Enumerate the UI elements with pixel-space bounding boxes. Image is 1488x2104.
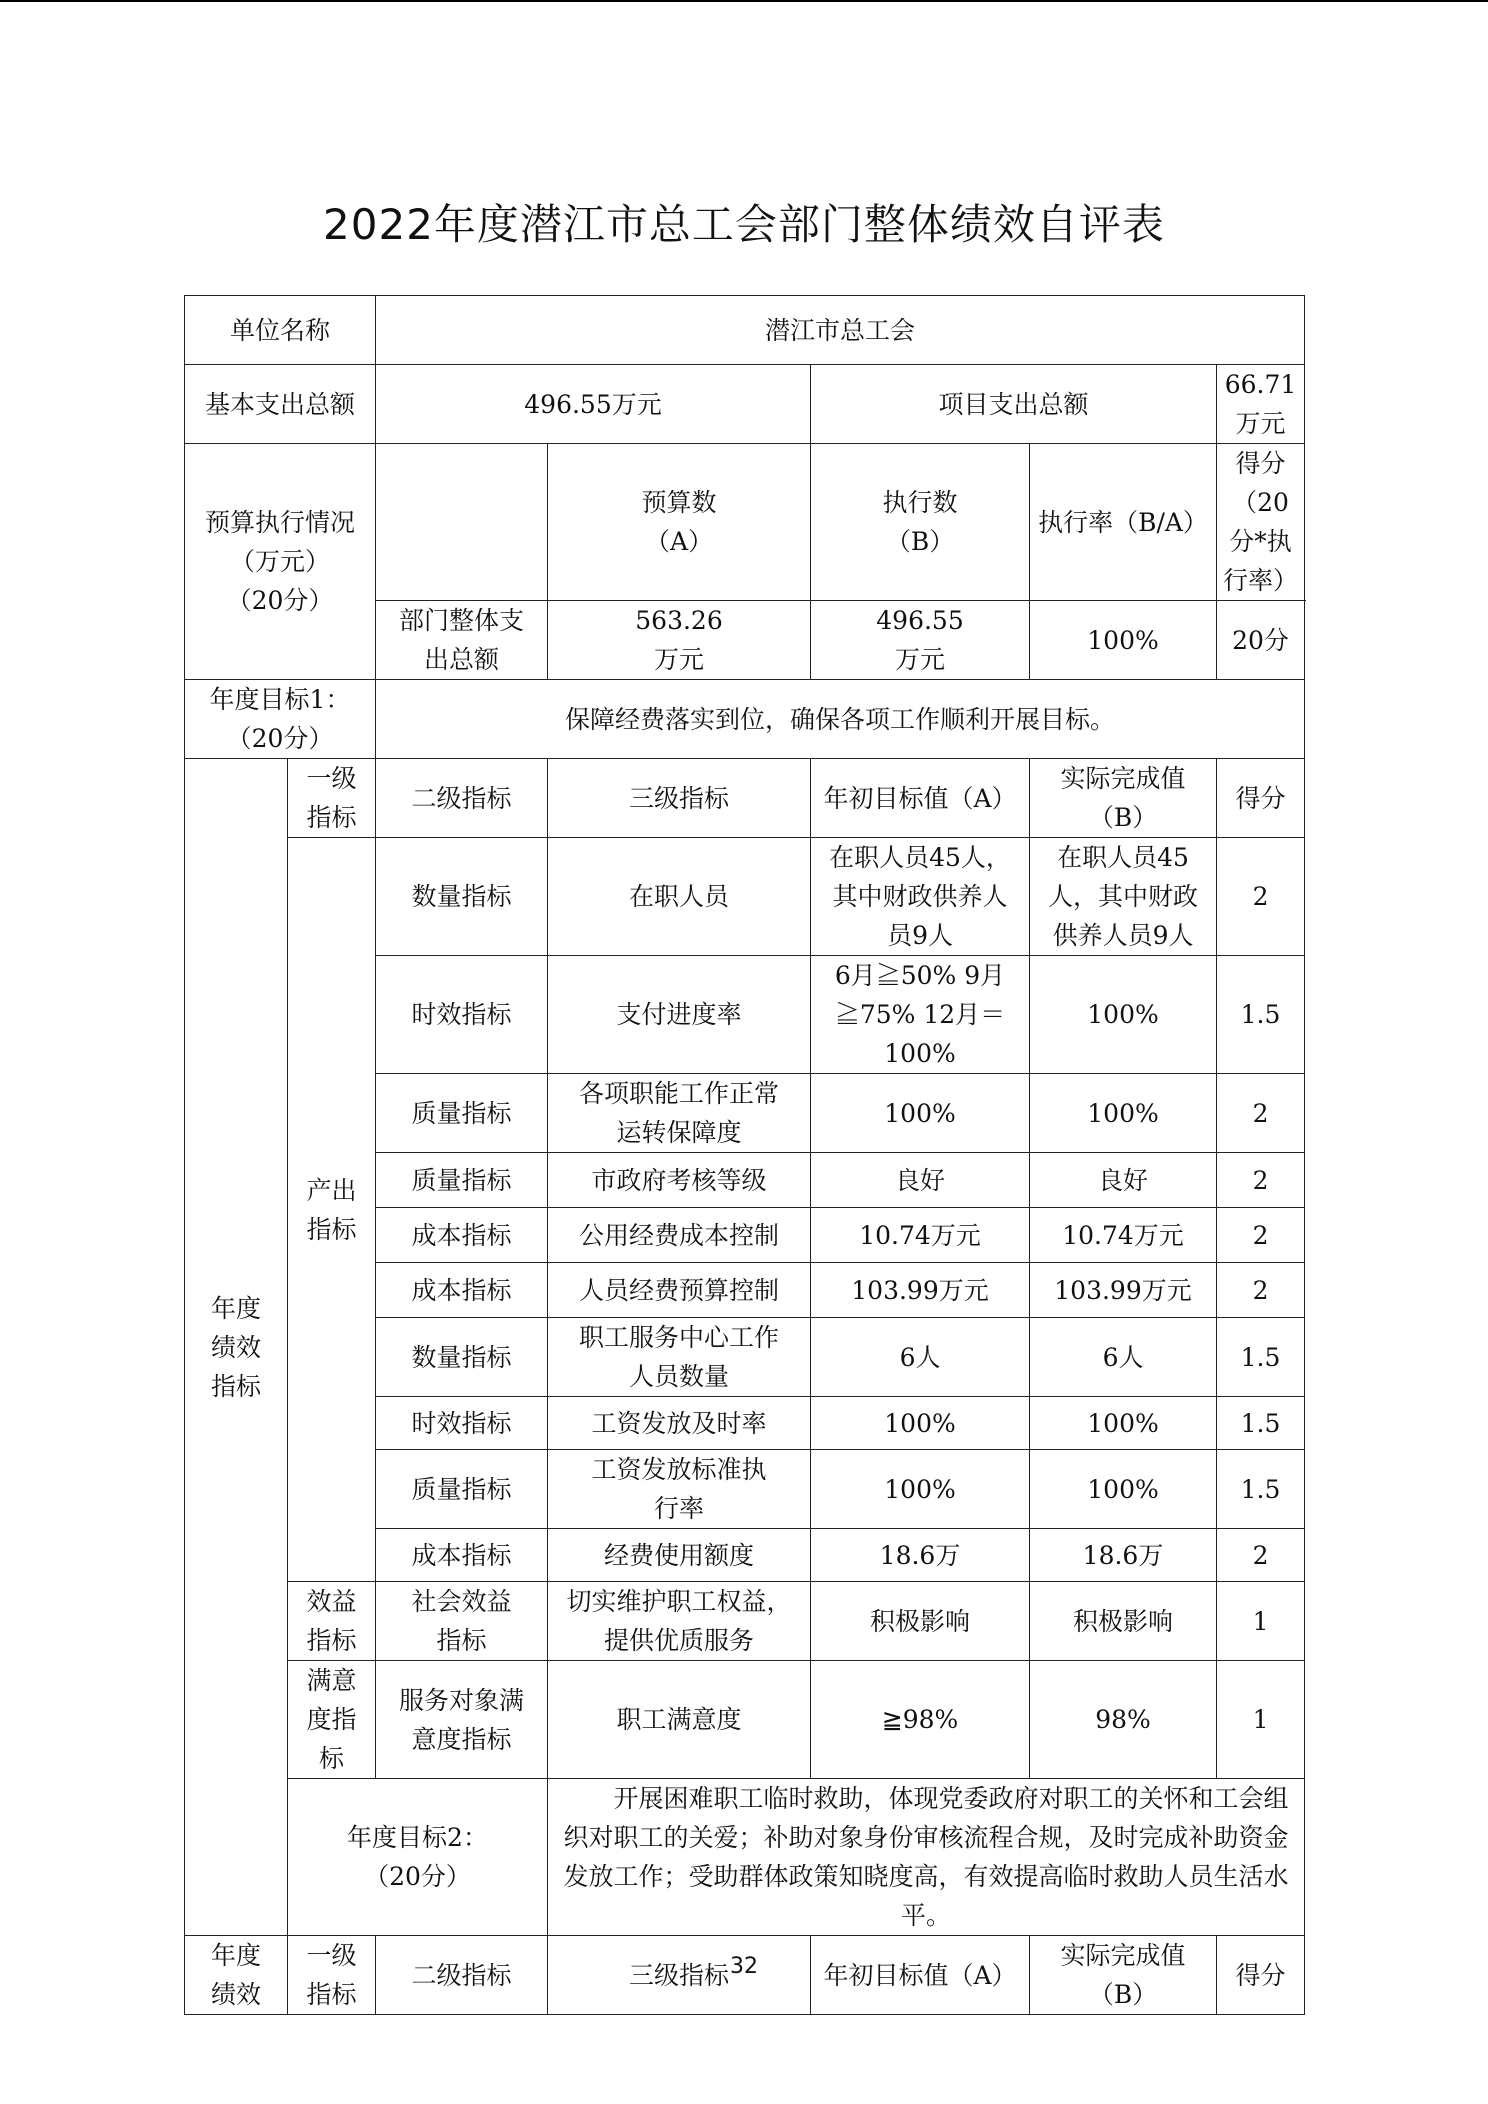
table-row-score: 2 — [1217, 838, 1305, 956]
table-row-level2: 成本指标 — [376, 1208, 548, 1263]
header-score: 得分 — [1217, 1936, 1305, 2015]
annual-performance-indicators-label: 年度 绩效 指标 — [185, 759, 288, 1936]
execution-amount-header: 执行数 （B） — [811, 444, 1030, 601]
table-row-actual: 103.99万元 — [1030, 1263, 1217, 1318]
table-row-level2: 数量指标 — [376, 1318, 548, 1397]
department-total-label: 部门整体支 出总额 — [376, 601, 548, 680]
header-level2: 二级指标 — [376, 759, 548, 838]
table-row-actual: 100% — [1030, 956, 1217, 1074]
unit-name-label: 单位名称 — [185, 296, 376, 365]
table-row-target: 100% — [811, 1074, 1030, 1153]
budget-execution-label: 预算执行情况 （万元） （20分） — [185, 444, 376, 680]
table-row-level3: 工资发放及时率 — [548, 1397, 811, 1450]
table-row-level3: 公用经费成本控制 — [548, 1208, 811, 1263]
header-target: 年初目标值（A） — [811, 759, 1030, 838]
execution-amount-value: 496.55 万元 — [811, 601, 1030, 680]
header-score: 得分 — [1217, 759, 1305, 838]
table-row-actual: 6人 — [1030, 1318, 1217, 1397]
table-row-level3: 切实维护职工权益， 提供优质服务 — [548, 1582, 811, 1661]
page-number: 32 — [730, 1954, 758, 1979]
table-row-score: 1.5 — [1217, 956, 1305, 1074]
table-row-level3: 工资发放标准执 行率 — [548, 1450, 811, 1529]
table-row-score: 2 — [1217, 1208, 1305, 1263]
header-actual: 实际完成值 （B） — [1030, 1936, 1217, 2015]
execution-rate-value: 100% — [1030, 601, 1217, 680]
budget-amount-header: 预算数 （A） — [548, 444, 811, 601]
header-level1: 一级 指标 — [288, 759, 376, 838]
table-row-level3: 经费使用额度 — [548, 1529, 811, 1582]
annual-performance-label-2: 年度 绩效 — [185, 1936, 288, 2015]
table-row-level2: 服务对象满 意度指标 — [376, 1661, 548, 1779]
header-level3: 三级指标 — [548, 1936, 811, 2015]
goal1-description: 保障经费落实到位，确保各项工作顺利开展目标。 — [376, 680, 1305, 759]
basic-expense-label: 基本支出总额 — [185, 365, 376, 444]
table-row-actual: 10.74万元 — [1030, 1208, 1217, 1263]
table-row-score: 2 — [1217, 1263, 1305, 1318]
budget-score-header: 得分 （20分*执行率） — [1217, 444, 1305, 601]
table-row-actual: 积极影响 — [1030, 1582, 1217, 1661]
table-row-target: 6月≧50% 9月 ≧75% 12月＝ 100% — [811, 956, 1030, 1074]
budget-score-value: 20分 — [1217, 601, 1305, 680]
goal2-description: 开展困难职工临时救助，体现党委政府对职工的关怀和工会组织对职工的关爱；补助对象身份审核流程合规，及时完成补助资金发放工作；受助群体政策知晓度高，有效提高临时救助人员生活水平。 — [548, 1779, 1305, 1936]
table-row-target: 良好 — [811, 1153, 1030, 1208]
table-row-level2: 时效指标 — [376, 1397, 548, 1450]
header-target: 年初目标值（A） — [811, 1936, 1030, 2015]
table-row-score: 1 — [1217, 1661, 1305, 1779]
table-row-level2: 社会效益 指标 — [376, 1582, 548, 1661]
table-row-actual: 98% — [1030, 1661, 1217, 1779]
table-row-actual: 良好 — [1030, 1153, 1217, 1208]
table-row-target: 18.6万 — [811, 1529, 1030, 1582]
basic-expense-value: 496.55万元 — [376, 365, 811, 444]
output-indicators-group: 产出 指标 — [288, 838, 376, 1582]
table-row-score: 1 — [1217, 1582, 1305, 1661]
benefit-indicators-group: 效益 指标 — [288, 1582, 376, 1661]
table-row-actual: 在职人员45 人，其中财政 供养人员9人 — [1030, 838, 1217, 956]
table-row-score: 1.5 — [1217, 1318, 1305, 1397]
header-level1: 一级 指标 — [288, 1936, 376, 2015]
table-row-level3: 人员经费预算控制 — [548, 1263, 811, 1318]
execution-rate-header: 执行率（B/A） — [1030, 444, 1217, 601]
table-row-score: 1.5 — [1217, 1397, 1305, 1450]
table-row-target: ≧98% — [811, 1661, 1030, 1779]
table-row-target: 100% — [811, 1450, 1030, 1529]
header-level3: 三级指标 — [548, 759, 811, 838]
project-expense-value: 66.71万元 — [1217, 365, 1305, 444]
table-row-level3: 支付进度率 — [548, 956, 811, 1074]
table-row-level3: 市政府考核等级 — [548, 1153, 811, 1208]
table-row-level3: 职工满意度 — [548, 1661, 811, 1779]
table-row-score: 1.5 — [1217, 1450, 1305, 1529]
header-actual: 实际完成值 （B） — [1030, 759, 1217, 838]
table-row-level2: 质量指标 — [376, 1450, 548, 1529]
table-row-level2: 质量指标 — [376, 1074, 548, 1153]
budget-empty-cell — [376, 444, 548, 601]
table-row-target: 积极影响 — [811, 1582, 1030, 1661]
budget-amount-value: 563.26 万元 — [548, 601, 811, 680]
table-row-level2: 数量指标 — [376, 838, 548, 956]
table-row-score: 2 — [1217, 1529, 1305, 1582]
table-row-level2: 时效指标 — [376, 956, 548, 1074]
table-row-level3: 职工服务中心工作 人员数量 — [548, 1318, 811, 1397]
table-row-actual: 100% — [1030, 1397, 1217, 1450]
table-row-level2: 成本指标 — [376, 1529, 548, 1582]
goal1-label: 年度目标1： （20分） — [185, 680, 376, 759]
goal2-label: 年度目标2： （20分） — [288, 1779, 548, 1936]
table-row-score: 2 — [1217, 1074, 1305, 1153]
table-row-target: 103.99万元 — [811, 1263, 1030, 1318]
table-row-actual: 18.6万 — [1030, 1529, 1217, 1582]
satisfaction-indicators-group: 满意 度指 标 — [288, 1661, 376, 1779]
table-row-actual: 100% — [1030, 1074, 1217, 1153]
table-row-level3: 各项职能工作正常 运转保障度 — [548, 1074, 811, 1153]
project-expense-label: 项目支出总额 — [811, 365, 1217, 444]
table-row-level2: 成本指标 — [376, 1263, 548, 1318]
table-row-actual: 100% — [1030, 1450, 1217, 1529]
performance-table — [184, 295, 1305, 2015]
header-level2: 二级指标 — [376, 1936, 548, 2015]
table-row-target: 100% — [811, 1397, 1030, 1450]
table-row-target: 10.74万元 — [811, 1208, 1030, 1263]
table-row-target: 6人 — [811, 1318, 1030, 1397]
page-title: 2022年度潜江市总工会部门整体绩效自评表 — [323, 200, 1165, 249]
unit-name-value: 潜江市总工会 — [376, 296, 1305, 365]
table-row-level3: 在职人员 — [548, 838, 811, 956]
table-row-level2: 质量指标 — [376, 1153, 548, 1208]
table-row-score: 2 — [1217, 1153, 1305, 1208]
table-row-target: 在职人员45人， 其中财政供养人 员9人 — [811, 838, 1030, 956]
